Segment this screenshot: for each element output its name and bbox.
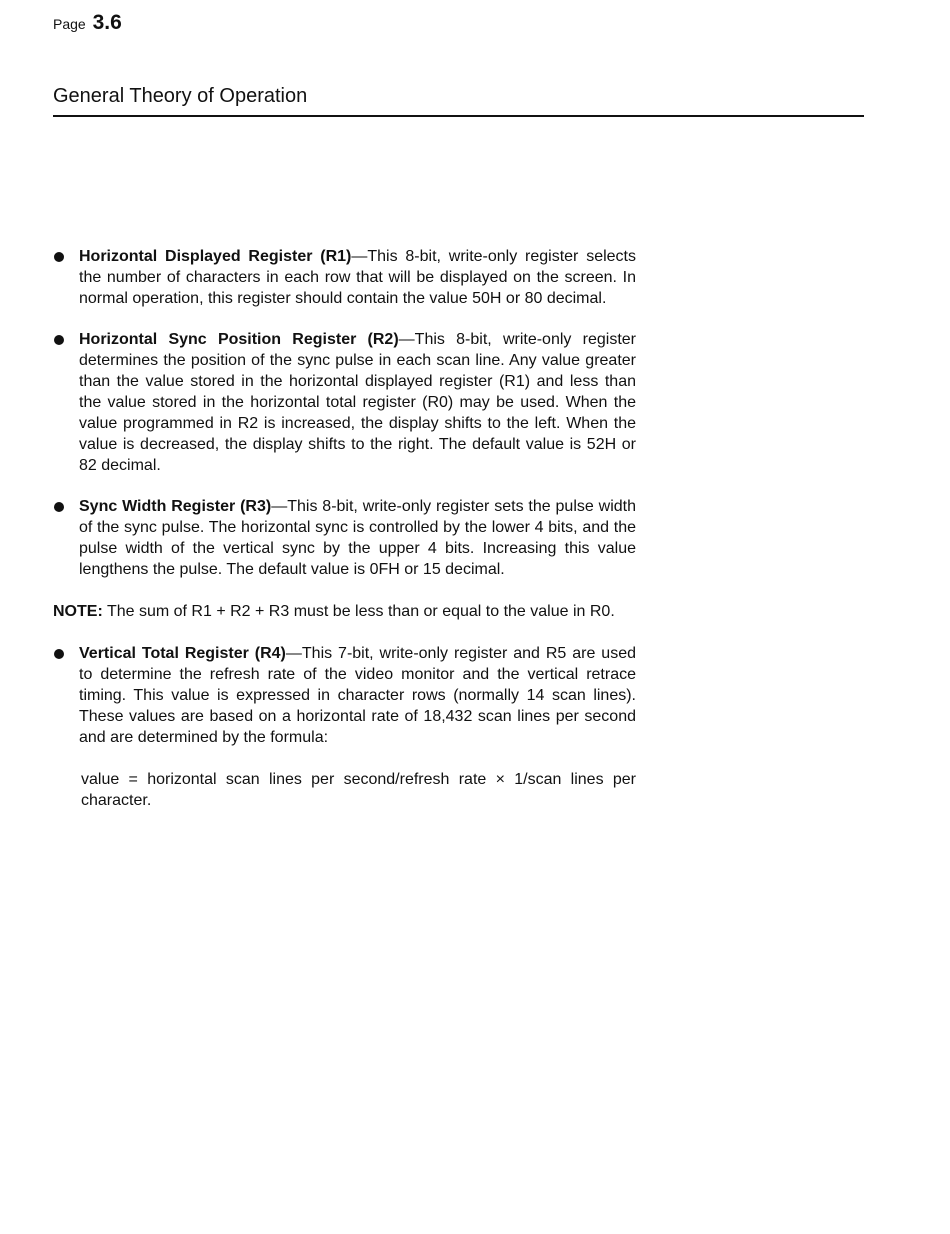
- page-body: [53, 246, 636, 811]
- item-text: —This 7-bit, write-only register and R5 are used to determine the refresh rate of the video monitor and the vertical retrace timing. This value is expressed in character rows (normally 14 scan lines). These values are based on a horizontal rate of 18,432 scan lines per second and are determined by the formula:: [79, 645, 636, 746]
- section-divider: [53, 115, 864, 117]
- note-paragraph: [53, 601, 636, 622]
- item-paragraph: [79, 329, 636, 476]
- item-text: —This 8-bit, write-only register selects the number of characters in each row that will be displayed on the screen. In normal operation, this register should contain the value 50H or 80 decimal.: [79, 248, 636, 307]
- formula: [53, 769, 636, 811]
- bullet-icon: [54, 335, 64, 345]
- item-title: Vertical Total Register (R4): [79, 645, 286, 662]
- page-number-value: 3.6: [92, 11, 122, 34]
- item-title: Sync Width Register (R3): [79, 498, 272, 515]
- note-label: NOTE:: [53, 603, 103, 620]
- item-paragraph: [79, 643, 636, 748]
- bullet-icon: [54, 649, 64, 659]
- bullet-icon: [54, 252, 64, 262]
- list-item-r2: [53, 329, 636, 476]
- note: [53, 601, 636, 622]
- list-item-r4: [53, 643, 636, 748]
- page-number: [53, 11, 122, 35]
- item-title: Horizontal Displayed Register (R1): [79, 248, 352, 265]
- page-prefix: Page: [53, 16, 86, 32]
- formula-text: value = horizontal scan lines per second/refresh rate × 1/scan lines per character.: [81, 771, 636, 809]
- note-text: The sum of R1 + R2 + R3 must be less than or equal to the value in R0.: [102, 603, 615, 620]
- item-paragraph: [79, 246, 636, 309]
- item-text: —This 8-bit, write-only register determines the position of the sync pulse in each scan line. Any value greater than the value stored in the horizontal displayed register (R1) and less than the value stored in the horizontal total register (R0) may be used. When the value programmed in R2 is increased, the display shifts to the left. When the value is decreased, the display shifts to the right. The default value is 52H or 82 decimal.: [79, 331, 637, 474]
- list-item-r1: [53, 246, 636, 309]
- item-title: Horizontal Sync Position Register (R2): [79, 331, 399, 348]
- list-item-r3: [53, 496, 636, 580]
- section-title: General Theory of Operation: [53, 85, 308, 107]
- item-paragraph: [79, 496, 636, 580]
- item-text: —This 8-bit, write-only register sets the pulse width of the sync pulse. The horizontal sync is controlled by the lower 4 bits, and the pulse width of the vertical sync by the upper 4 bits. Increasing this value lengthens the pulse. The default value is 0FH or 15 decimal.: [79, 498, 636, 578]
- bullet-icon: [54, 502, 64, 512]
